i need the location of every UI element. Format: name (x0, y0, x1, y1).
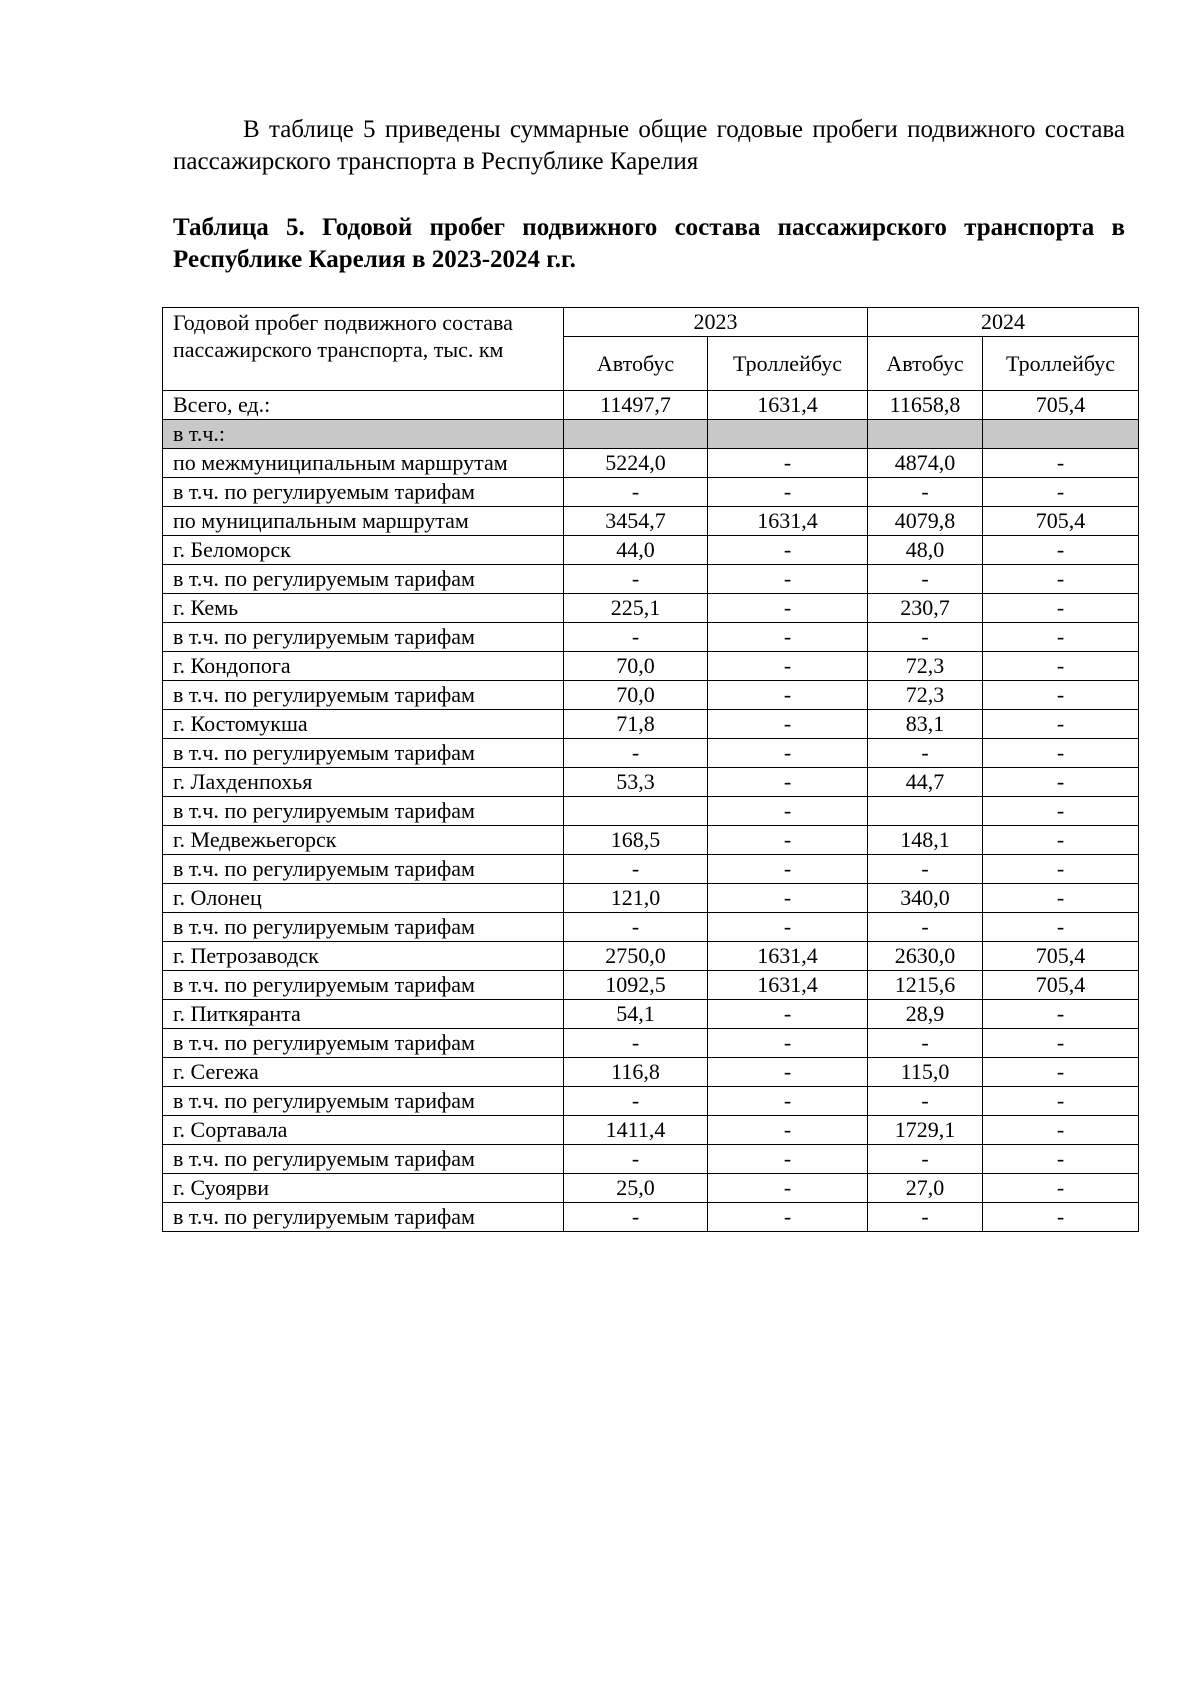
table-row (163, 536, 1139, 565)
bus-2023-value: 54,1 (564, 1000, 708, 1029)
bus-2024-value: 72,3 (868, 652, 983, 681)
bus-2023-value: 116,8 (564, 1058, 708, 1087)
bus-2024-value: 115,0 (868, 1058, 983, 1087)
bus-2023-value: 168,5 (564, 826, 708, 855)
trolleybus-2023-value: - (708, 913, 868, 942)
row-label: г. Беломорск (163, 536, 564, 565)
row-label: по муниципальным маршрутам (163, 507, 564, 536)
table-row (163, 913, 1139, 942)
row-label: в т.ч. по регулируемым тарифам (163, 797, 564, 826)
trolleybus-2024-value: - (983, 1203, 1139, 1232)
bus-2024-value (868, 420, 983, 449)
trolleybus-2024-value: - (983, 565, 1139, 594)
bus-2024-value: - (868, 1203, 983, 1232)
trolleybus-2023-value: - (708, 478, 868, 507)
bus-2024-value: 27,0 (868, 1174, 983, 1203)
bus-2023-value: 1411,4 (564, 1116, 708, 1145)
bus-2023-value: - (564, 478, 708, 507)
row-label: г. Суоярви (163, 1174, 564, 1203)
bus-2024-value: - (868, 623, 983, 652)
table-row (163, 1116, 1139, 1145)
trolleybus-2023-value: - (708, 739, 868, 768)
row-label: г. Кондопога (163, 652, 564, 681)
bus-2024-value: 72,3 (868, 681, 983, 710)
trolleybus-2024-value: - (983, 1174, 1139, 1203)
bus-2024-value: 1215,6 (868, 971, 983, 1000)
year-header-2023: 2023 (564, 308, 868, 337)
trolleybus-2023-value (708, 420, 868, 449)
table-row (163, 739, 1139, 768)
bus-2023-value: 44,0 (564, 536, 708, 565)
bus-2023-value: - (564, 565, 708, 594)
bus-2023-value: 1092,5 (564, 971, 708, 1000)
trolleybus-2024-value: - (983, 768, 1139, 797)
bus-2024-value: - (868, 1087, 983, 1116)
trolleybus-2023-value: - (708, 1087, 868, 1116)
row-label: в т.ч. по регулируемым тарифам (163, 1145, 564, 1174)
trolleybus-2023-value: - (708, 710, 868, 739)
bus-2023-value: 70,0 (564, 681, 708, 710)
trolleybus-2024-value: - (983, 913, 1139, 942)
bus-2023-value: 11497,7 (564, 391, 708, 420)
trolleybus-2023-value: - (708, 536, 868, 565)
bus-2023-value: - (564, 1087, 708, 1116)
row-label: г. Сегежа (163, 1058, 564, 1087)
intro-paragraph: В таблице 5 приведены суммарные общие годовые пробеги подвижного состава пассажирского транспорта в Республике Карелия (173, 116, 1125, 175)
trolleybus-2024-value: 705,4 (983, 391, 1139, 420)
table-row (163, 652, 1139, 681)
row-label: в т.ч. по регулируемым тарифам (163, 478, 564, 507)
row-label: г. Медвежьегорск (163, 826, 564, 855)
bus-2024-value: 230,7 (868, 594, 983, 623)
trolleybus-2023-value: - (708, 652, 868, 681)
row-label: г. Сортавала (163, 1116, 564, 1145)
bus-2023-value: 121,0 (564, 884, 708, 913)
subheader-bus-2024: Автобус (868, 337, 983, 391)
table-row (163, 797, 1139, 826)
row-label: г. Лахденпохья (163, 768, 564, 797)
bus-2023-value: 3454,7 (564, 507, 708, 536)
trolleybus-2023-value: - (708, 1058, 868, 1087)
table-row (163, 478, 1139, 507)
table-row (163, 594, 1139, 623)
trolleybus-2024-value: 705,4 (983, 507, 1139, 536)
trolleybus-2024-value: - (983, 797, 1139, 826)
trolleybus-2023-value: - (708, 1174, 868, 1203)
trolleybus-2023-value: - (708, 826, 868, 855)
row-label: г. Петрозаводск (163, 942, 564, 971)
subheader-bus-2023: Автобус (564, 337, 708, 391)
trolleybus-2023-value: 1631,4 (708, 391, 868, 420)
bus-2023-value: - (564, 623, 708, 652)
trolleybus-2024-value: - (983, 739, 1139, 768)
trolleybus-2023-value: 1631,4 (708, 942, 868, 971)
bus-2024-value: 340,0 (868, 884, 983, 913)
row-label: в т.ч. по регулируемым тарифам (163, 1087, 564, 1116)
row-label: в т.ч. по регулируемым тарифам (163, 565, 564, 594)
trolleybus-2024-value: 705,4 (983, 971, 1139, 1000)
table-caption: Таблица 5. Годовой пробег подвижного состава пассажирского транспорта в Республике Карелия в 2023-2024 г.г. (173, 214, 1125, 273)
row-label: в т.ч.: (163, 420, 564, 449)
trolleybus-2023-value: - (708, 1145, 868, 1174)
trolleybus-2023-value: - (708, 855, 868, 884)
row-label: в т.ч. по регулируемым тарифам (163, 739, 564, 768)
bus-2024-value: - (868, 1145, 983, 1174)
bus-2023-value: 5224,0 (564, 449, 708, 478)
header-row-years (163, 308, 1139, 337)
table-row (163, 420, 1139, 449)
trolleybus-2023-value: - (708, 449, 868, 478)
table-row (163, 1145, 1139, 1174)
bus-2023-value (564, 420, 708, 449)
bus-2024-value: - (868, 739, 983, 768)
subheader-trolleybus-2024: Троллейбус (983, 337, 1139, 391)
bus-2024-value: 4079,8 (868, 507, 983, 536)
row-label: Всего, ед.: (163, 391, 564, 420)
bus-2023-value: - (564, 739, 708, 768)
trolleybus-2023-value: - (708, 797, 868, 826)
row-label: в т.ч. по регулируемым тарифам (163, 1029, 564, 1058)
table-row (163, 826, 1139, 855)
subheader-trolleybus-2023: Троллейбус (708, 337, 868, 391)
row-label: г. Олонец (163, 884, 564, 913)
table-row (163, 1000, 1139, 1029)
trolleybus-2024-value: - (983, 1029, 1139, 1058)
trolleybus-2024-value: - (983, 623, 1139, 652)
bus-2023-value: - (564, 855, 708, 884)
table-row (163, 971, 1139, 1000)
trolleybus-2024-value: - (983, 594, 1139, 623)
trolleybus-2023-value: - (708, 1116, 868, 1145)
table-row (163, 391, 1139, 420)
table-row (163, 710, 1139, 739)
row-label: в т.ч. по регулируемым тарифам (163, 913, 564, 942)
bus-2023-value: 25,0 (564, 1174, 708, 1203)
bus-2024-value: - (868, 1029, 983, 1058)
bus-2024-value: - (868, 565, 983, 594)
trolleybus-2023-value: - (708, 1203, 868, 1232)
bus-2024-value: 4874,0 (868, 449, 983, 478)
bus-2023-value: - (564, 1145, 708, 1174)
trolleybus-2024-value (983, 420, 1139, 449)
bus-2024-value: 2630,0 (868, 942, 983, 971)
table-row (163, 1087, 1139, 1116)
bus-2023-value: - (564, 1029, 708, 1058)
trolleybus-2023-value: 1631,4 (708, 971, 868, 1000)
trolleybus-2024-value: - (983, 652, 1139, 681)
trolleybus-2024-value: - (983, 478, 1139, 507)
row-label: г. Костомукша (163, 710, 564, 739)
table-row (163, 565, 1139, 594)
bus-2023-value: 2750,0 (564, 942, 708, 971)
bus-2023-value: - (564, 913, 708, 942)
trolleybus-2023-value: - (708, 1000, 868, 1029)
bus-2024-value: 11658,8 (868, 391, 983, 420)
row-label: в т.ч. по регулируемым тарифам (163, 855, 564, 884)
bus-2024-value: 148,1 (868, 826, 983, 855)
trolleybus-2024-value: - (983, 449, 1139, 478)
trolleybus-2023-value: - (708, 594, 868, 623)
table-body (163, 391, 1139, 1232)
bus-2023-value (564, 797, 708, 826)
trolleybus-2023-value: - (708, 768, 868, 797)
trolleybus-2024-value: - (983, 855, 1139, 884)
bus-2024-value: 28,9 (868, 1000, 983, 1029)
trolleybus-2024-value: 705,4 (983, 942, 1139, 971)
trolleybus-2024-value: - (983, 710, 1139, 739)
trolleybus-2024-value: - (983, 681, 1139, 710)
table-row (163, 623, 1139, 652)
trolleybus-2023-value: - (708, 884, 868, 913)
bus-2023-value: 225,1 (564, 594, 708, 623)
row-label: г. Кемь (163, 594, 564, 623)
row-label: в т.ч. по регулируемым тарифам (163, 1203, 564, 1232)
table-row (163, 1174, 1139, 1203)
table-row (163, 942, 1139, 971)
bus-2023-value: 70,0 (564, 652, 708, 681)
bus-2024-value: 83,1 (868, 710, 983, 739)
table-row (163, 507, 1139, 536)
row-label: в т.ч. по регулируемым тарифам (163, 623, 564, 652)
bus-2024-value: - (868, 478, 983, 507)
header-label: Годовой пробег подвижного состава пассажирского транспорта, тыс. км (163, 308, 564, 391)
table-row (163, 1058, 1139, 1087)
trolleybus-2024-value: - (983, 884, 1139, 913)
table-row (163, 884, 1139, 913)
table-row (163, 449, 1139, 478)
trolleybus-2024-value: - (983, 1116, 1139, 1145)
trolleybus-2023-value: - (708, 623, 868, 652)
row-label: в т.ч. по регулируемым тарифам (163, 971, 564, 1000)
trolleybus-2024-value: - (983, 1000, 1139, 1029)
trolleybus-2024-value: - (983, 536, 1139, 565)
table-row (163, 768, 1139, 797)
trolleybus-2023-value: - (708, 565, 868, 594)
trolleybus-2024-value: - (983, 1145, 1139, 1174)
row-label: по межмуниципальным маршрутам (163, 449, 564, 478)
table-row (163, 1203, 1139, 1232)
row-label: г. Питкяранта (163, 1000, 564, 1029)
row-label: в т.ч. по регулируемым тарифам (163, 681, 564, 710)
trolleybus-2024-value: - (983, 1087, 1139, 1116)
bus-2024-value (868, 797, 983, 826)
bus-2024-value: - (868, 913, 983, 942)
bus-2023-value: 71,8 (564, 710, 708, 739)
trolleybus-2023-value: 1631,4 (708, 507, 868, 536)
bus-2023-value: - (564, 1203, 708, 1232)
mileage-table (162, 307, 1139, 1232)
table-row (163, 681, 1139, 710)
bus-2024-value: - (868, 855, 983, 884)
table-row (163, 1029, 1139, 1058)
bus-2024-value: 44,7 (868, 768, 983, 797)
year-header-2024: 2024 (868, 308, 1139, 337)
bus-2024-value: 48,0 (868, 536, 983, 565)
trolleybus-2023-value: - (708, 681, 868, 710)
bus-2024-value: 1729,1 (868, 1116, 983, 1145)
trolleybus-2024-value: - (983, 1058, 1139, 1087)
trolleybus-2023-value: - (708, 1029, 868, 1058)
trolleybus-2024-value: - (983, 826, 1139, 855)
table-row (163, 855, 1139, 884)
bus-2023-value: 53,3 (564, 768, 708, 797)
